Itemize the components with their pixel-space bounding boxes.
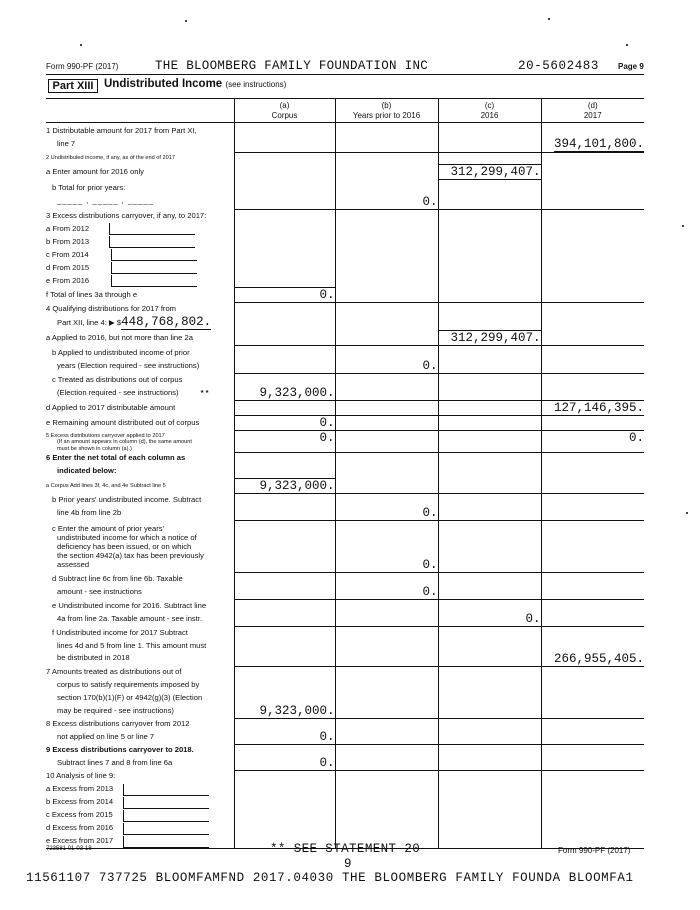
- scan-speck: [80, 44, 82, 46]
- line-4a-col-c: 312,299,407.: [450, 331, 541, 345]
- line-4c-col-a: 9,323,000.: [259, 386, 335, 400]
- line-6f-col-d: 266,955,405.: [553, 651, 644, 666]
- line-4c-label: c Treated as distributions out of corpus (Election required - see instructions) * *: [52, 375, 209, 397]
- line-6c-label: c Enter the amount of prior years' undistributed income for which a notice of deficiency has been issued, or on which the section 4942(a) tax has been previously assessed: [52, 523, 204, 569]
- line-2b-label: b Total for prior years: _____ , _____ , _____: [52, 182, 155, 205]
- line-2a-col-c: 312,299,407.: [450, 165, 541, 179]
- ein: 20-5602483: [518, 59, 600, 73]
- line-9-label: 9 Excess distributions carryover to 2018. Subtract lines 7 and 8 from line 6a: [46, 745, 194, 767]
- line-1-col-d: 394,101,800.: [553, 137, 644, 151]
- line-2-label: 2 Undistributed income, if any, as of the end of 2017: [46, 155, 175, 162]
- line-4b-label: b Applied to undistributed income of prior years (Election required - see instructions): [52, 347, 200, 370]
- line-3b-label: b From 2013: [46, 236, 234, 249]
- line-6-label: 6 Enter the net total of each column as indicated below:: [46, 453, 186, 475]
- line-4e-label: e Remaining amount distributed out of corpus: [46, 417, 200, 427]
- line-10b-label: b Excess from 2014: [46, 796, 234, 809]
- line-5-label: 5 Excess distributions carryover applied to 2017 (If an amount appears in column (d), the same amount must be shown in column (a).): [46, 432, 192, 452]
- line-3e-label: e From 2016: [46, 275, 234, 288]
- line-6d-label: d Subtract line 6c from line 6b. Taxable amount - see instructions: [52, 573, 183, 596]
- line-7-label: 7 Amounts treated as distributions out of corpus to satisfy requirements imposed by section 170(b)(1)(F) or 4942(g)(3) (Election may be required - see instructions): [46, 667, 203, 715]
- page-number: 9: [344, 857, 352, 871]
- part-title-text: Undistributed Income: [104, 78, 223, 90]
- part-note: (see instructions): [225, 80, 287, 89]
- line-4d-label: d Applied to 2017 distributable amount: [46, 402, 176, 412]
- line-9-col-a: 0.: [319, 755, 335, 770]
- scan-speck: [626, 44, 628, 46]
- column-b-header: (b) Years prior to 2016: [335, 99, 438, 123]
- line-4-label: 4 Qualifying distributions for 2017 from Part XII, line 4: ▶ $448,768,802.: [46, 304, 212, 329]
- line-6f-label: f Undistributed income for 2017 Subtract lines 4d and 5 from line 1. This amount must be distributed in 2018: [52, 627, 207, 663]
- line-3d-label: d From 2015: [46, 262, 234, 275]
- form-code: 723581 01-03-18: [46, 846, 92, 852]
- line-10-label: 10 Analysis of line 9:: [46, 771, 116, 781]
- form-label: Form 990-PF (2017): [46, 62, 119, 71]
- line-4d-col-d: 127,146,395.: [553, 401, 644, 415]
- line-6b-label: b Prior years' undistributed income. Subtract line 4b from line 2b: [52, 494, 202, 517]
- line-10d-label: d Excess from 2016: [46, 822, 234, 835]
- line-1-label: 1 Distributable amount for 2017 from Part XI, line 7: [46, 125, 197, 148]
- header-rule: [46, 74, 644, 75]
- organization-name: THE BLOOMBERG FAMILY FOUNDATION INC: [155, 59, 429, 73]
- line-8-label: 8 Excess distributions carryover from 2012 not applied on line 5 or line 7: [46, 719, 190, 741]
- line-8-col-a: 0.: [319, 729, 335, 744]
- line-2a-label: a Enter amount for 2016 only: [46, 166, 144, 176]
- scan-speck: [185, 20, 187, 22]
- line-10c-label: c Excess from 2015: [46, 809, 234, 822]
- line-3-label: 3 Excess distributions carryover, if any, to 2017:: [46, 210, 207, 220]
- batch-line: 11561107 737725 BLOOMFAMFND 2017.04030 THE BLOOMBERG FAMILY FOUNDA BLOOMFA1: [26, 871, 634, 885]
- column-c-header: (c) 2016: [438, 99, 541, 123]
- line-5-col-d: 0.: [628, 431, 644, 445]
- line-4c-star: * *: [200, 388, 209, 397]
- statement-note: ** SEE STATEMENT 20: [270, 842, 421, 856]
- line-5-col-a: 0.: [319, 431, 335, 445]
- line-7-col-a: 9,323,000.: [259, 703, 335, 718]
- footer-form-label: Form 990-PF (2017): [558, 846, 631, 855]
- line-4b-col-b: 0.: [422, 359, 438, 373]
- line-3c-label: c From 2014: [46, 249, 234, 262]
- line-4e-col-a: 0.: [319, 416, 335, 430]
- undistributed-income-table: [46, 98, 644, 849]
- scan-speck: [548, 18, 550, 20]
- scan-speck: [682, 225, 684, 227]
- line-6e-label: e Undistributed income for 2016. Subtract line 4a from line 2a. Taxable amount - see instr.: [52, 600, 207, 623]
- line-6d-col-b: 0.: [422, 584, 438, 599]
- line-4-amount: 448,768,802.: [121, 315, 212, 329]
- line-3f-label: f Total of lines 3a through e: [46, 289, 138, 299]
- scan-speck: [686, 512, 688, 514]
- line-3f-col-a: 0.: [319, 288, 335, 302]
- column-d-header: (d) 2017: [541, 99, 644, 123]
- line-6b-col-b: 0.: [422, 505, 438, 520]
- line-6c-col-b: 0.: [422, 557, 438, 572]
- line-10a-label: a Excess from 2013: [46, 783, 234, 796]
- part-label: Part XIII: [48, 79, 98, 93]
- column-a-header: (a) Corpus: [234, 99, 335, 123]
- page-label: Page 9: [618, 62, 644, 71]
- line-6a-label: a Corpus Add lines 3f, 4c, and 4e Subtract line 5: [46, 483, 166, 490]
- part-title: [104, 78, 286, 90]
- line-6a-col-a: 9,323,000.: [259, 478, 335, 493]
- line-10e-label: e Excess from 2017: [46, 835, 234, 848]
- line-2b-col-b: 0.: [422, 195, 438, 209]
- line-6e-col-c: 0.: [525, 611, 541, 626]
- line-4a-label: a Applied to 2016, but not more than line 2a: [46, 332, 193, 342]
- line-3a-label: a From 2012: [46, 223, 234, 236]
